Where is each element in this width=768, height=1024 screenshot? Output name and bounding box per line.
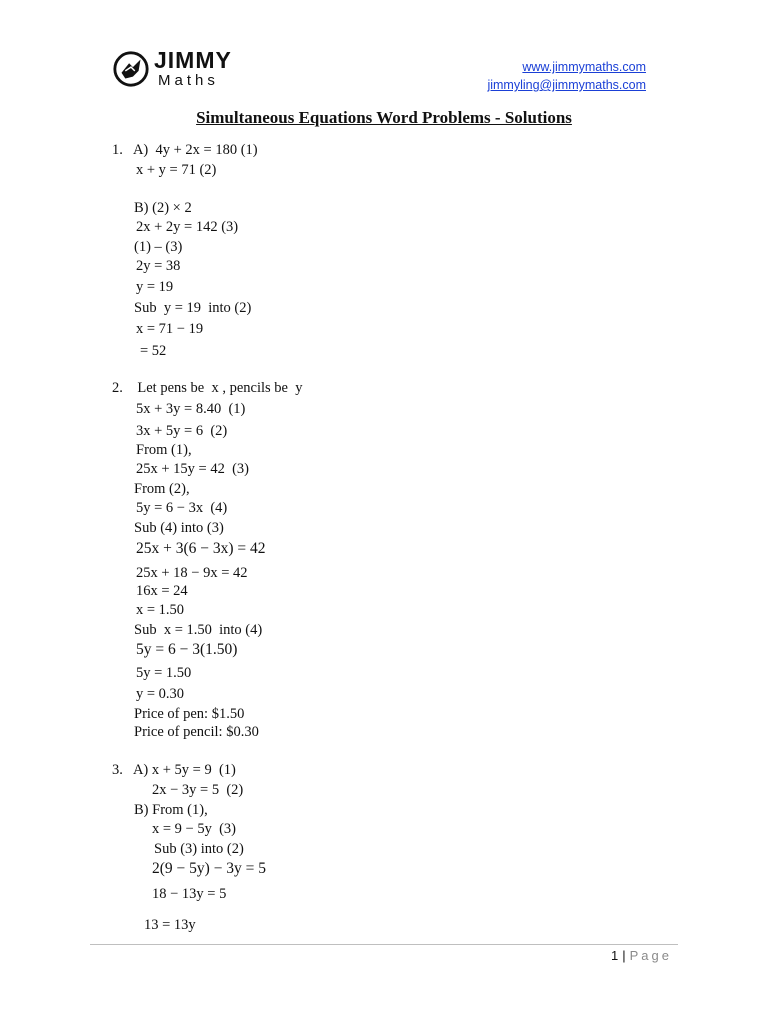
line-q2-y: y = 0.30: [136, 686, 185, 702]
line-q2-x: x = 1.50: [136, 602, 185, 618]
line-q2-from1: From (1),: [136, 442, 192, 458]
line-q3-b: B) From (1),: [134, 802, 208, 818]
line-q2-eq3: 25x + 15y = 42 (3): [136, 461, 250, 477]
logo: [112, 48, 262, 92]
line-q2-5y-b: 5y = 1.50: [136, 665, 192, 681]
line-q3-simplify: 18 − 13y = 5: [152, 886, 227, 902]
footer-divider: [90, 944, 678, 945]
line-q3-a: 3. A) x + 5y = 9 (1): [112, 762, 236, 778]
line-q1-subtract: (1) – (3): [134, 239, 183, 255]
line-q1-result: = 52: [140, 343, 167, 359]
line-q3-sub3: Sub (3) into (2): [154, 841, 244, 857]
website-link[interactable]: www.jimmymaths.com: [522, 60, 646, 74]
line-q1-y: y = 19: [136, 279, 174, 295]
logo-title: JIMMY: [154, 47, 232, 73]
line-q2-16x: 16x = 24: [136, 583, 188, 599]
line-q2-sub4: Sub (4) into (3): [134, 520, 224, 536]
line-q2-pencil: Price of pencil: $0.30: [134, 724, 259, 740]
line-q3-13: 13 = 13y: [144, 917, 196, 933]
line-q2-5y-a: 5y = 6 − 3(1.50): [136, 641, 238, 658]
contact-block: [487, 58, 646, 94]
page-footer: [611, 948, 672, 963]
line-q3-expand: 2(9 − 5y) − 3y = 5: [152, 860, 267, 877]
page-number: 1: [611, 948, 619, 963]
line-q2-from2: From (2),: [134, 481, 190, 497]
email-link[interactable]: jimmyling@jimmymaths.com: [487, 78, 646, 92]
line-q2-simplify: 25x + 18 − 9x = 42: [136, 565, 248, 581]
logo-icon: [112, 50, 150, 88]
footer-separator: |: [622, 948, 626, 963]
line-q2-subx: Sub x = 1.50 into (4): [134, 622, 263, 638]
line-q3-eq3: x = 9 − 5y (3): [152, 821, 237, 837]
line-q1-b: B) (2) × 2: [134, 200, 192, 216]
line-q2-eq2: 3x + 5y = 6 (2): [136, 423, 228, 439]
line-q3-eq2: 2x − 3y = 5 (2): [152, 782, 244, 798]
line-q1-2y: 2y = 38: [136, 258, 181, 274]
line-q1-sub: Sub y = 19 into (2): [134, 300, 252, 316]
page-title-text: Simultaneous Equations Word Problems - Solutions: [196, 108, 572, 127]
line-q2-pen: Price of pen: $1.50: [134, 706, 245, 722]
page-label: Page: [629, 948, 672, 963]
page-title: [0, 108, 768, 128]
line-q1-eq2: x + y = 71 (2): [136, 162, 217, 178]
line-q2-eq1: 5x + 3y = 8.40 (1): [136, 401, 246, 417]
line-q2-eq4: 5y = 6 − 3x (4): [136, 500, 228, 516]
line-q2-expand: 25x + 3(6 − 3x) = 42: [136, 540, 266, 557]
line-q2-let: 2. Let pens be x , pencils be y: [112, 380, 303, 396]
line-q1-x: x = 71 − 19: [136, 321, 204, 337]
logo-subtitle: Maths: [158, 72, 219, 89]
line-q1-eq3: 2x + 2y = 142 (3): [136, 219, 239, 235]
line-q1-a: 1. A) 4y + 2x = 180 (1): [112, 142, 258, 158]
